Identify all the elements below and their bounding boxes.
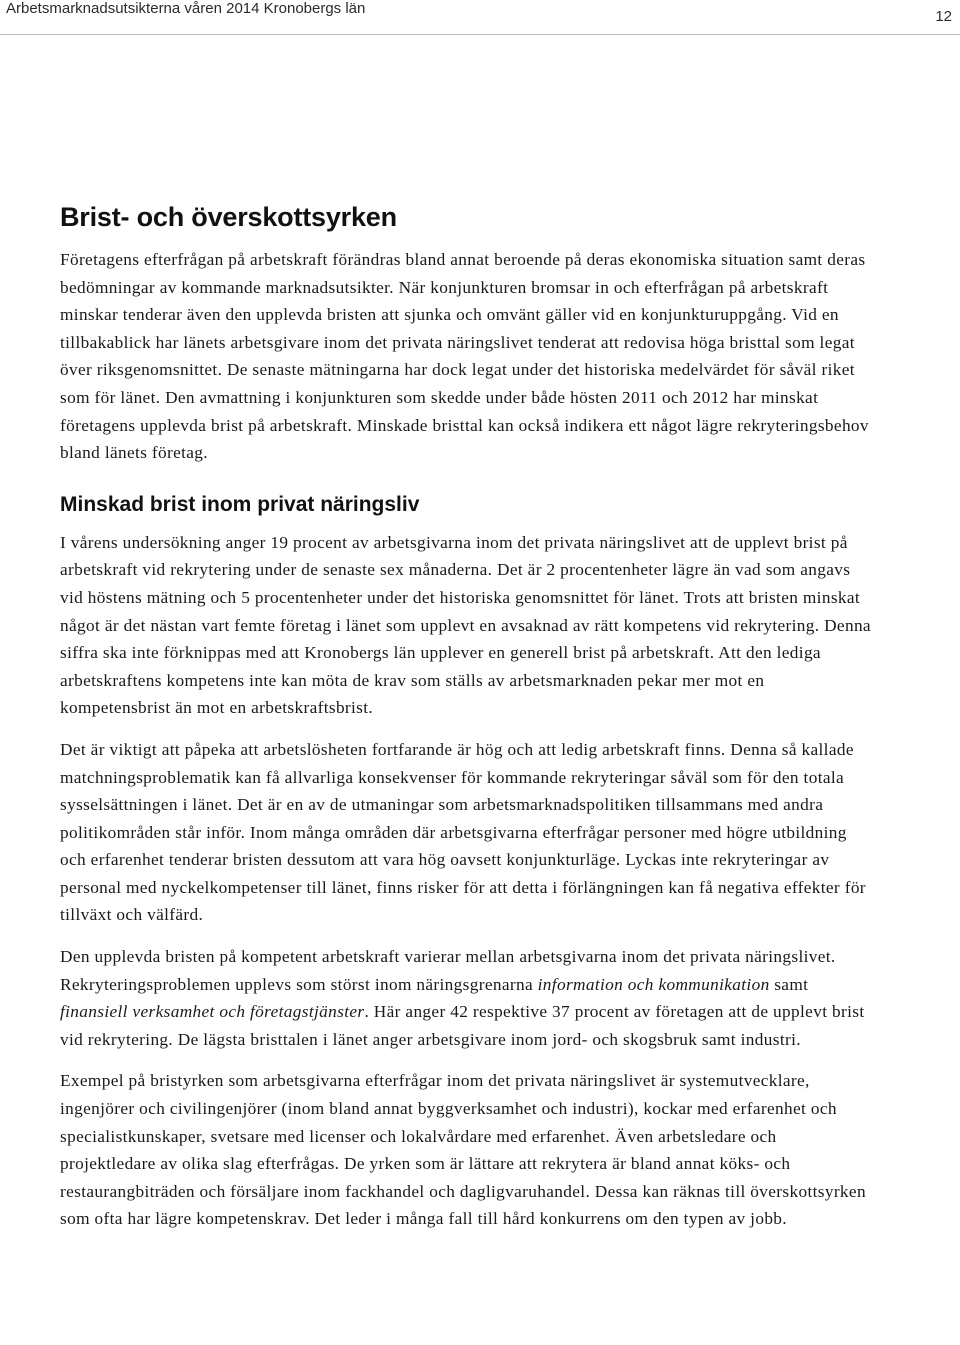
paragraph-naringsgrenar-text-end: . Här anger 42 respektive 37 procent av företagen att de upplevt brist vid rekrytering. De lägsta bristtalen i länet anger arbetsgivare inom jord- och skogsbruk samt industri.: [60, 1002, 865, 1049]
section-heading-minskad-brist: Minskad brist inom privat näringsliv: [60, 492, 420, 516]
paragraph-naringsgrenar: [60, 943, 874, 1053]
paragraph-arbetsloshet: Det är viktigt att påpeka att arbetslösheten fortfarande är hög och att ledig arbetskraft finns. Denna så kallade matchningsproblematik kan få allvarliga konsekvenser för kommande rekryteringar såväl som för den totala sysselsättningen i länet. Det är en av de utmaningar som arbetsmarknadspolitiken tillsammans med andra politikområden står inför. Inom många områden där arbetsgivarna efterfrågar personer med högre utbildning och erfarenhet tenderar bristen dessutom att vara hög oavsett konjunkturläge. Lyckas inte rekryteringar av personal med nyckelkompetenser till länet, finns risker för att detta i förlängningen kan få negativa effekter för tillväxt och välfärd.: [60, 739, 866, 925]
paragraph-brist-intro: Företagens efterfrågan på arbetskraft förändras bland annat beroende på deras ekonomiska situation samt deras bedömningar av kommande marknadsutsikter. När konjunkturen bromsar in och efterfrågan på arbetskraft minskar tenderar även den upplevda bristen att sjunka och omvänt gäller vid en konjunkturuppgång. Vid en tillbakablick har länets arbetsgivare inom det privata näringslivet tenderat att redovisa höga bristtal som legat över riksgenomsnittet. De senaste mätningarna har dock legat under det historiska medelvärdet för såväl riket som för länet. Den avmattning i konjunkturen som skedde under både hösten 2011 och 2012 har minskat företagens upplevda brist på arbetskraft. Minskade bristtal kan också indikera ett något lägre rekryteringsbehov bland länets företag.: [60, 250, 869, 463]
section-heading-brist-och-overskottsyrken: Brist- och överskottsyrken: [60, 202, 397, 232]
paragraph-naringsgrenar-text-mid: samt: [769, 974, 809, 994]
page-number: 12: [935, 8, 952, 25]
paragraph-bristyrken-exempel: Exempel på bristyrken som arbetsgivarna efterfrågar inom det privata näringslivet är systemutvecklare, ingenjörer och civilingenjörer (inom bland annat byggverksamhet och industri), kockar med erfarenhet och specialistkunskaper, svetsare med licenser och lokalvårdare med erfarenhet. Även arbetsledare och projektledare av olika slag efterfrågas. De yrken som är lättare att rekrytera är bland annat köks- och restaurangbiträden och försäljare inom fackhandel och dagligvaruhandel. Dessa kan räknas till överskottsyrken som ofta har lägre kompetenskrav. Det leder i många fall till hård konkurrens om den typen av jobb.: [60, 1071, 866, 1229]
emphasis-finansiell-verksamhet: finansiell verksamhet och företagstjänster: [60, 1002, 365, 1022]
emphasis-information-kommunikation: information och kommunikation: [537, 974, 770, 994]
paragraph-varens-undersokning: I vårens undersökning anger 19 procent av arbetsgivarna inom det privata näringslivet att de upplevt brist på arbetskraft vid rekrytering under de senaste sex månaderna. Det är 2 procentenheter lägre än vad som angavs vid höstens mätning och 5 procentenheter under det historiska genomsnittet för länet. Trots att bristen minskat något är det nästan vart femte företag i länet som upplevt en avsaknad av rätt kompetens vid rekrytering. Denna siffra ska inte förknippas med att Kronobergs län upplever en generell brist på arbetskraft. Att den lediga arbetskraftens kompetens inte kan möta de krav som ställs av arbetsmarknaden pekar mer mot en kompetensbrist än mot en arbetskraftsbrist.: [60, 532, 871, 718]
document-title: Arbetsmarknadsutsikterna våren 2014 Kronobergs län: [6, 0, 366, 17]
page-content: [60, 200, 874, 1233]
paragraph-naringsgrenar-text-start: Den upplevda bristen på kompetent arbetskraft varierar mellan arbetsgivarna inom det privata näringslivet. Rekryteringsproblemen upplevs som störst inom näringsgrenarna: [60, 947, 836, 994]
running-header: [0, 0, 960, 35]
